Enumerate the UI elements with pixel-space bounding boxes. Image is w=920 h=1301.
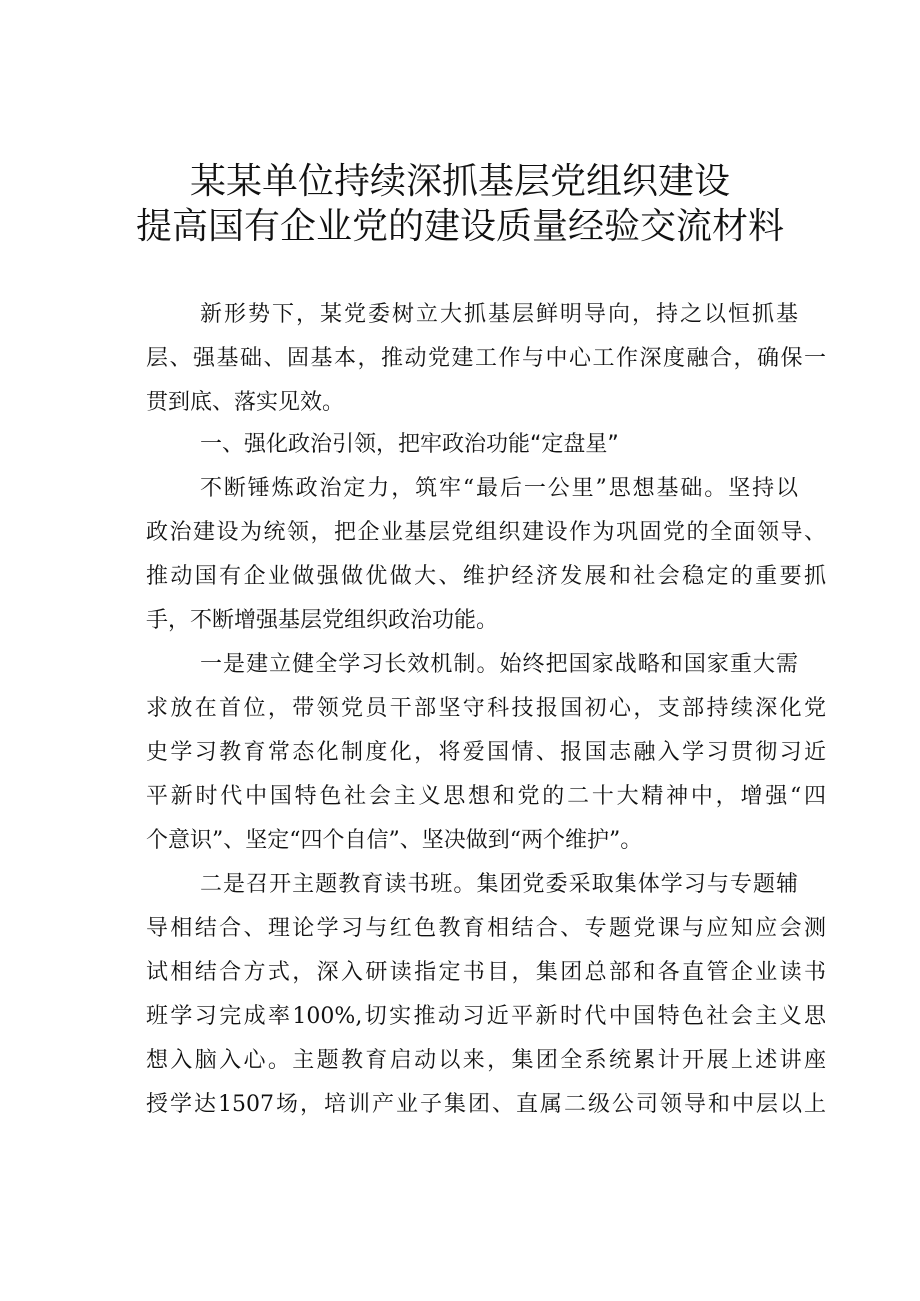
section-1-line-2: 政治建设为统领，把企业基层党组织建设作为巩固党的全面领导、	[146, 520, 826, 545]
point-1-line-4: 平新时代中国特色社会主义思想和党的二十大精神中，增强“四	[146, 784, 826, 809]
point-2-line-4: 班学习完成率100%,切实推动习近平新时代中国特色社会主义思	[146, 1004, 826, 1029]
point-2-line-3: 试相结合方式，深入研读指定书目，集团总部和各直管企业读书	[146, 960, 826, 985]
document-title-line-2: 提高国有企业党的建设质量经验交流材料	[135, 206, 784, 247]
point-2-line-5: 想入脑入心。主题教育启动以来，集团全系统累计开展上述讲座	[146, 1048, 826, 1073]
section-1-line-3: 推动国有企业做强做优做大、维护经济发展和社会稳定的重要抓	[146, 564, 826, 589]
section-1-line-4: 手，不断增强基层党组织政治功能。	[146, 608, 499, 633]
intro-line-2: 层、强基础、固基本，推动党建工作与中心工作深度融合，确保一	[146, 346, 826, 371]
point-2-line-1: 二是召开主题教育读书班。集团党委采取集体学习与专题辅	[200, 872, 798, 897]
intro-line-1: 新形势下，某党委树立大抓基层鲜明导向，持之以恒抓基	[200, 302, 798, 327]
point-2-line-6: 授学达1507场，培训产业子集团、直属二级公司领导和中层以上	[146, 1092, 826, 1117]
point-1-line-3: 史学习教育常态化制度化，将爱国情、报国志融入学习贯彻习近	[146, 740, 826, 765]
point-1-line-1: 一是建立健全学习长效机制。始终把国家战略和国家重大需	[200, 652, 798, 677]
point-1-line-5: 个意识”、坚定“四个自信”、坚决做到“两个维护”。	[146, 828, 643, 853]
intro-line-3: 贯到底、落实见效。	[146, 390, 345, 415]
point-1-line-2: 求放在首位，带领党员干部坚守科技报国初心，支部持续深化党	[146, 696, 826, 721]
point-2-line-2: 导相结合、理论学习与红色教育相结合、专题党课与应知应会测	[146, 916, 826, 941]
section-1-heading: 一、强化政治引领，把牢政治功能“定盘星”	[200, 432, 619, 457]
document-title-line-1: 某某单位持续深抓基层党组织建设	[189, 161, 730, 202]
section-1-line-1: 不断锤炼政治定力，筑牢“最后一公里”思想基础。坚持以	[200, 476, 798, 501]
